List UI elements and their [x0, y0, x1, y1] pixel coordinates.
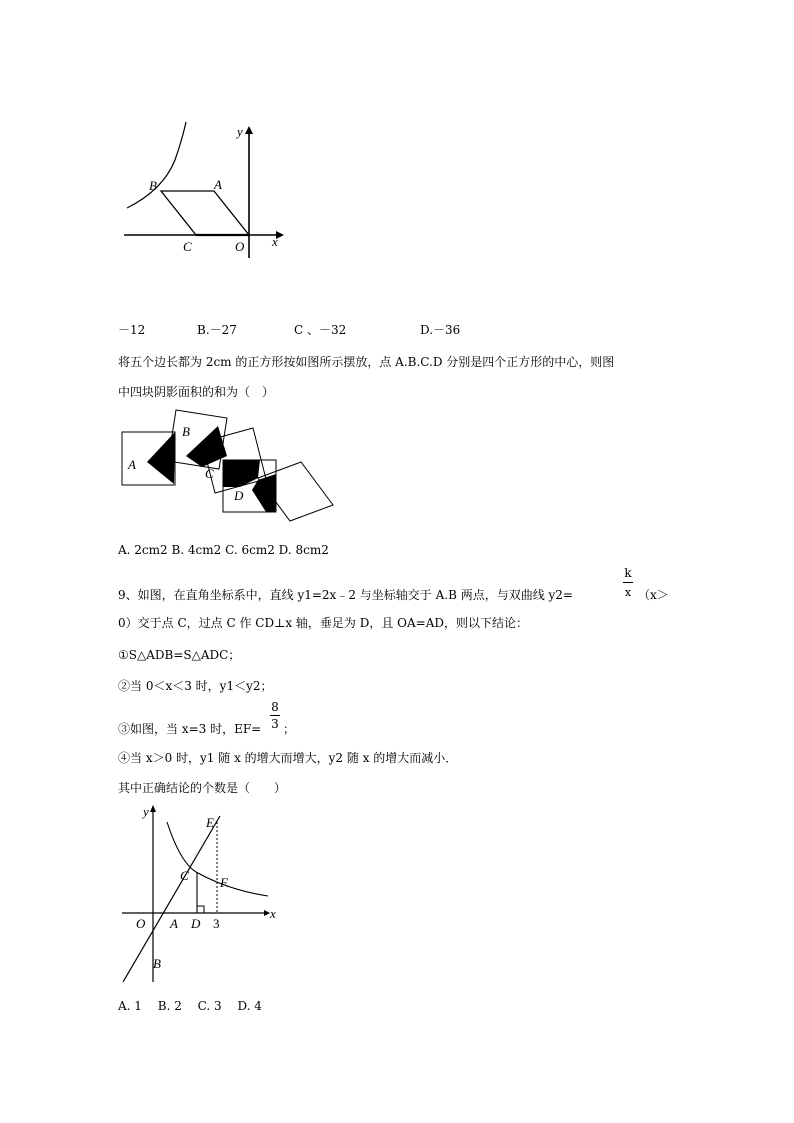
label-x: x — [270, 906, 276, 921]
label-A: A — [170, 916, 178, 931]
label-D: D — [191, 916, 201, 931]
label-3: 3 — [213, 916, 220, 931]
q8-option-a: －12 — [118, 323, 146, 337]
figure-line-hyperbola — [118, 802, 290, 987]
q9-prompt: 其中正确结论的个数是（ ） — [118, 781, 287, 795]
q9-conclusion-2: ②当 0＜x＜3 时，y1＜y2； — [118, 679, 273, 693]
q8-option-b: B.－27 — [197, 323, 237, 337]
label-B: B — [149, 178, 157, 193]
label-D: D — [234, 488, 244, 503]
y-axis-arrow — [245, 126, 253, 134]
label-O: O — [136, 916, 146, 931]
q9-c3-fraction-bar — [270, 715, 280, 716]
label-C: C — [183, 239, 192, 254]
label-F: F — [220, 875, 228, 890]
label-B: B — [153, 956, 161, 971]
q9-conclusion-1: ①S△ADB=S△ADC； — [118, 648, 241, 662]
y-axis-arrow — [150, 805, 156, 812]
squares-question-options: A. 2cm2 B. 4cm2 C. 6cm2 D. 8cm2 — [118, 543, 329, 557]
hyperbola-curve — [127, 122, 186, 208]
parallelogram-ABCO — [161, 191, 249, 235]
shaded-region-2 — [186, 426, 227, 467]
label-C: C — [180, 868, 189, 883]
label-E: E — [206, 815, 214, 830]
q9-line1-text: 9、如图，在直角坐标系中，直线 y1=2x﹣2 与坐标轴交于 A.B 两点，与双曲线 y2= — [118, 588, 573, 602]
figure-five-squares — [118, 404, 338, 534]
q8-option-d: D.－36 — [420, 323, 461, 337]
q9-conclusion-4: ④当 x＞0 时，y1 随 x 的增大而增大，y2 随 x 的增大而减小． — [118, 751, 458, 765]
q9-conclusion-3-tail: ； — [283, 722, 296, 736]
q9-conclusion-3: ③如图，当 x=3 时，EF= — [118, 722, 262, 736]
shaded-region-4 — [252, 474, 276, 512]
label-A: A — [214, 177, 222, 192]
squares-question-line2: 中四块阴影面积的和为（ ） — [118, 385, 275, 399]
label-y: y — [237, 124, 243, 139]
figure-parallelogram-hyperbola — [118, 120, 290, 265]
q9-c3-denominator: 3 — [271, 717, 279, 731]
shaded-region-1 — [147, 432, 175, 484]
q9-line1 — [118, 587, 573, 603]
label-y: y — [143, 804, 149, 819]
q9-options: A. 1 B. 2 C. 3 D. 4 — [118, 999, 262, 1013]
label-C: C — [205, 466, 214, 481]
right-angle-mark — [197, 906, 204, 913]
label-B: B — [182, 424, 190, 439]
q9-fraction-numerator: k — [624, 566, 632, 580]
line-y1 — [123, 816, 220, 982]
q8-option-c: C 、－32 — [294, 323, 347, 337]
q9-line2: 0）交于点 C，过点 C 作 CD⊥x 轴，垂足为 D，且 OA=AD，则以下结论： — [118, 616, 529, 630]
label-O: O — [235, 239, 245, 254]
q9-fraction-denominator: x — [624, 586, 632, 599]
q9-line1-tail: （x＞ — [638, 588, 669, 602]
q9-c3-numerator: 8 — [271, 700, 279, 714]
label-x: x — [272, 234, 278, 249]
shaded-region-3 — [223, 460, 260, 487]
squares-question-line1: 将五个边长都为 2cm 的正方形按如图所示摆放，点 A.B.C.D 分别是四个正方形的中心，则图 — [118, 355, 615, 369]
q9-fraction-bar — [623, 582, 633, 583]
label-A: A — [128, 457, 136, 472]
